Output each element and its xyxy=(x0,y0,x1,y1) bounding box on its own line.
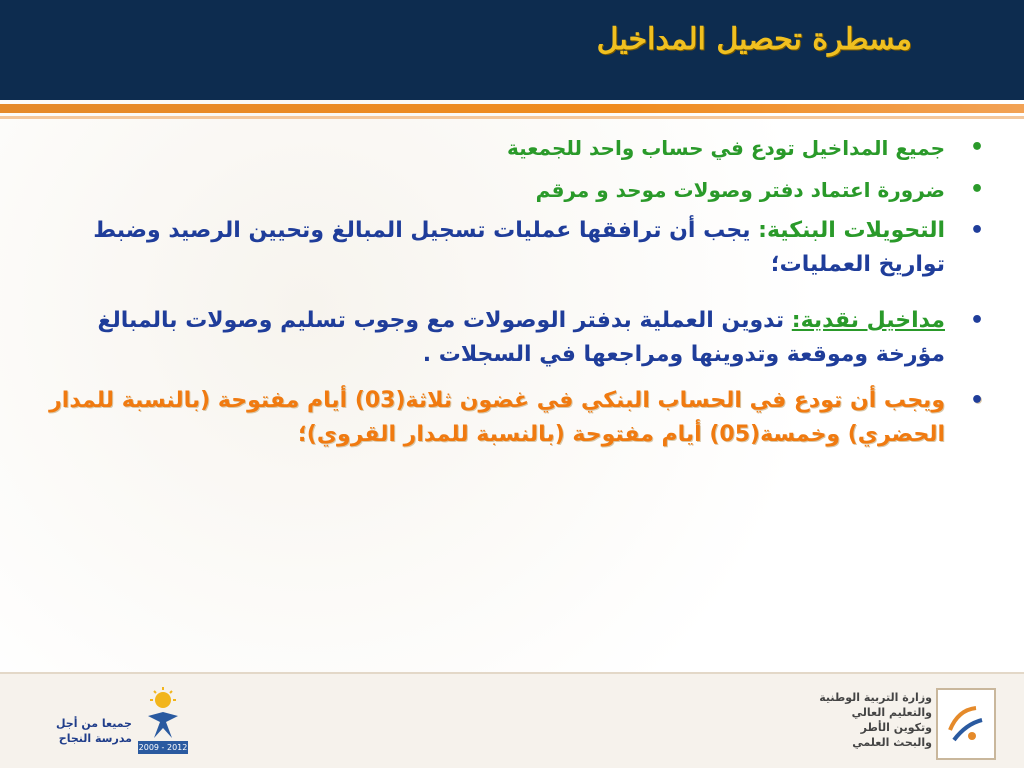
bullet-text: جميع المداخيل تودع في حساب واحد للجمعية xyxy=(506,136,945,160)
ministry-logo-icon xyxy=(936,688,996,760)
star-figure-icon xyxy=(138,686,188,741)
bullet-item xyxy=(40,304,990,372)
bullet-label: مداخيل نقدية: xyxy=(791,308,945,333)
bullet-label: التحويلات البنكية: xyxy=(758,218,945,243)
bullet-text: ضرورة اعتماد دفتر وصولات موحد و مرقم xyxy=(535,178,945,202)
ministry-line: وتكوين الأطر xyxy=(860,721,932,734)
bullet-dot-icon: • xyxy=(969,218,984,243)
ministry-name xyxy=(752,690,932,750)
bullet-item xyxy=(40,214,990,282)
bullet-item xyxy=(40,174,990,206)
program-years: 2009 - 2012 xyxy=(138,743,188,752)
bullet-item xyxy=(40,132,990,164)
slide-title: مسطرة تحصيل المداخيل xyxy=(596,22,912,57)
bullet-item xyxy=(40,384,990,452)
slogan-line: مدرسة النجاح xyxy=(58,732,132,745)
header-stripe-thin xyxy=(0,116,1024,119)
ministry-line: والتعليم العالي xyxy=(851,706,932,719)
bullet-text: ويجب أن تودع في الحساب البنكي في غضون ثلاثة(03) أيام مفتوحة (بالنسبة للمدار الحضري) وخمسة(05) أيام مفتوحة (بالنسبة للمدار القروي)؛ xyxy=(49,388,945,447)
program-logo xyxy=(138,686,188,754)
bullet-text: يجب أن ترافقها عمليات تسجيل المبالغ وتحيين الرصيد وضبط تواريخ العمليات؛ xyxy=(93,218,945,277)
bullet-dot-icon: • xyxy=(969,177,984,202)
ministry-line: والبحث العلمي xyxy=(852,736,932,749)
bullet-text: تدوين العملية بدفتر الوصولات مع وجوب تسليم وصولات بالمبالغ مؤرخة وموقعة وتدوينها ومراجعها في السجلات . xyxy=(97,308,945,367)
header-bar xyxy=(0,0,1024,100)
footer-divider xyxy=(0,672,1024,674)
bullet-dot-icon: • xyxy=(969,308,984,333)
header-stripe xyxy=(0,104,1024,113)
footer xyxy=(0,672,1024,768)
bullet-dot-icon: • xyxy=(969,135,984,160)
ministry-line: وزارة التربية الوطنية xyxy=(819,691,932,704)
bullet-list xyxy=(40,132,990,452)
slogan xyxy=(20,716,132,746)
slogan-line: جميعا من أجل xyxy=(55,717,132,730)
bullet-dot-icon: • xyxy=(969,388,984,413)
